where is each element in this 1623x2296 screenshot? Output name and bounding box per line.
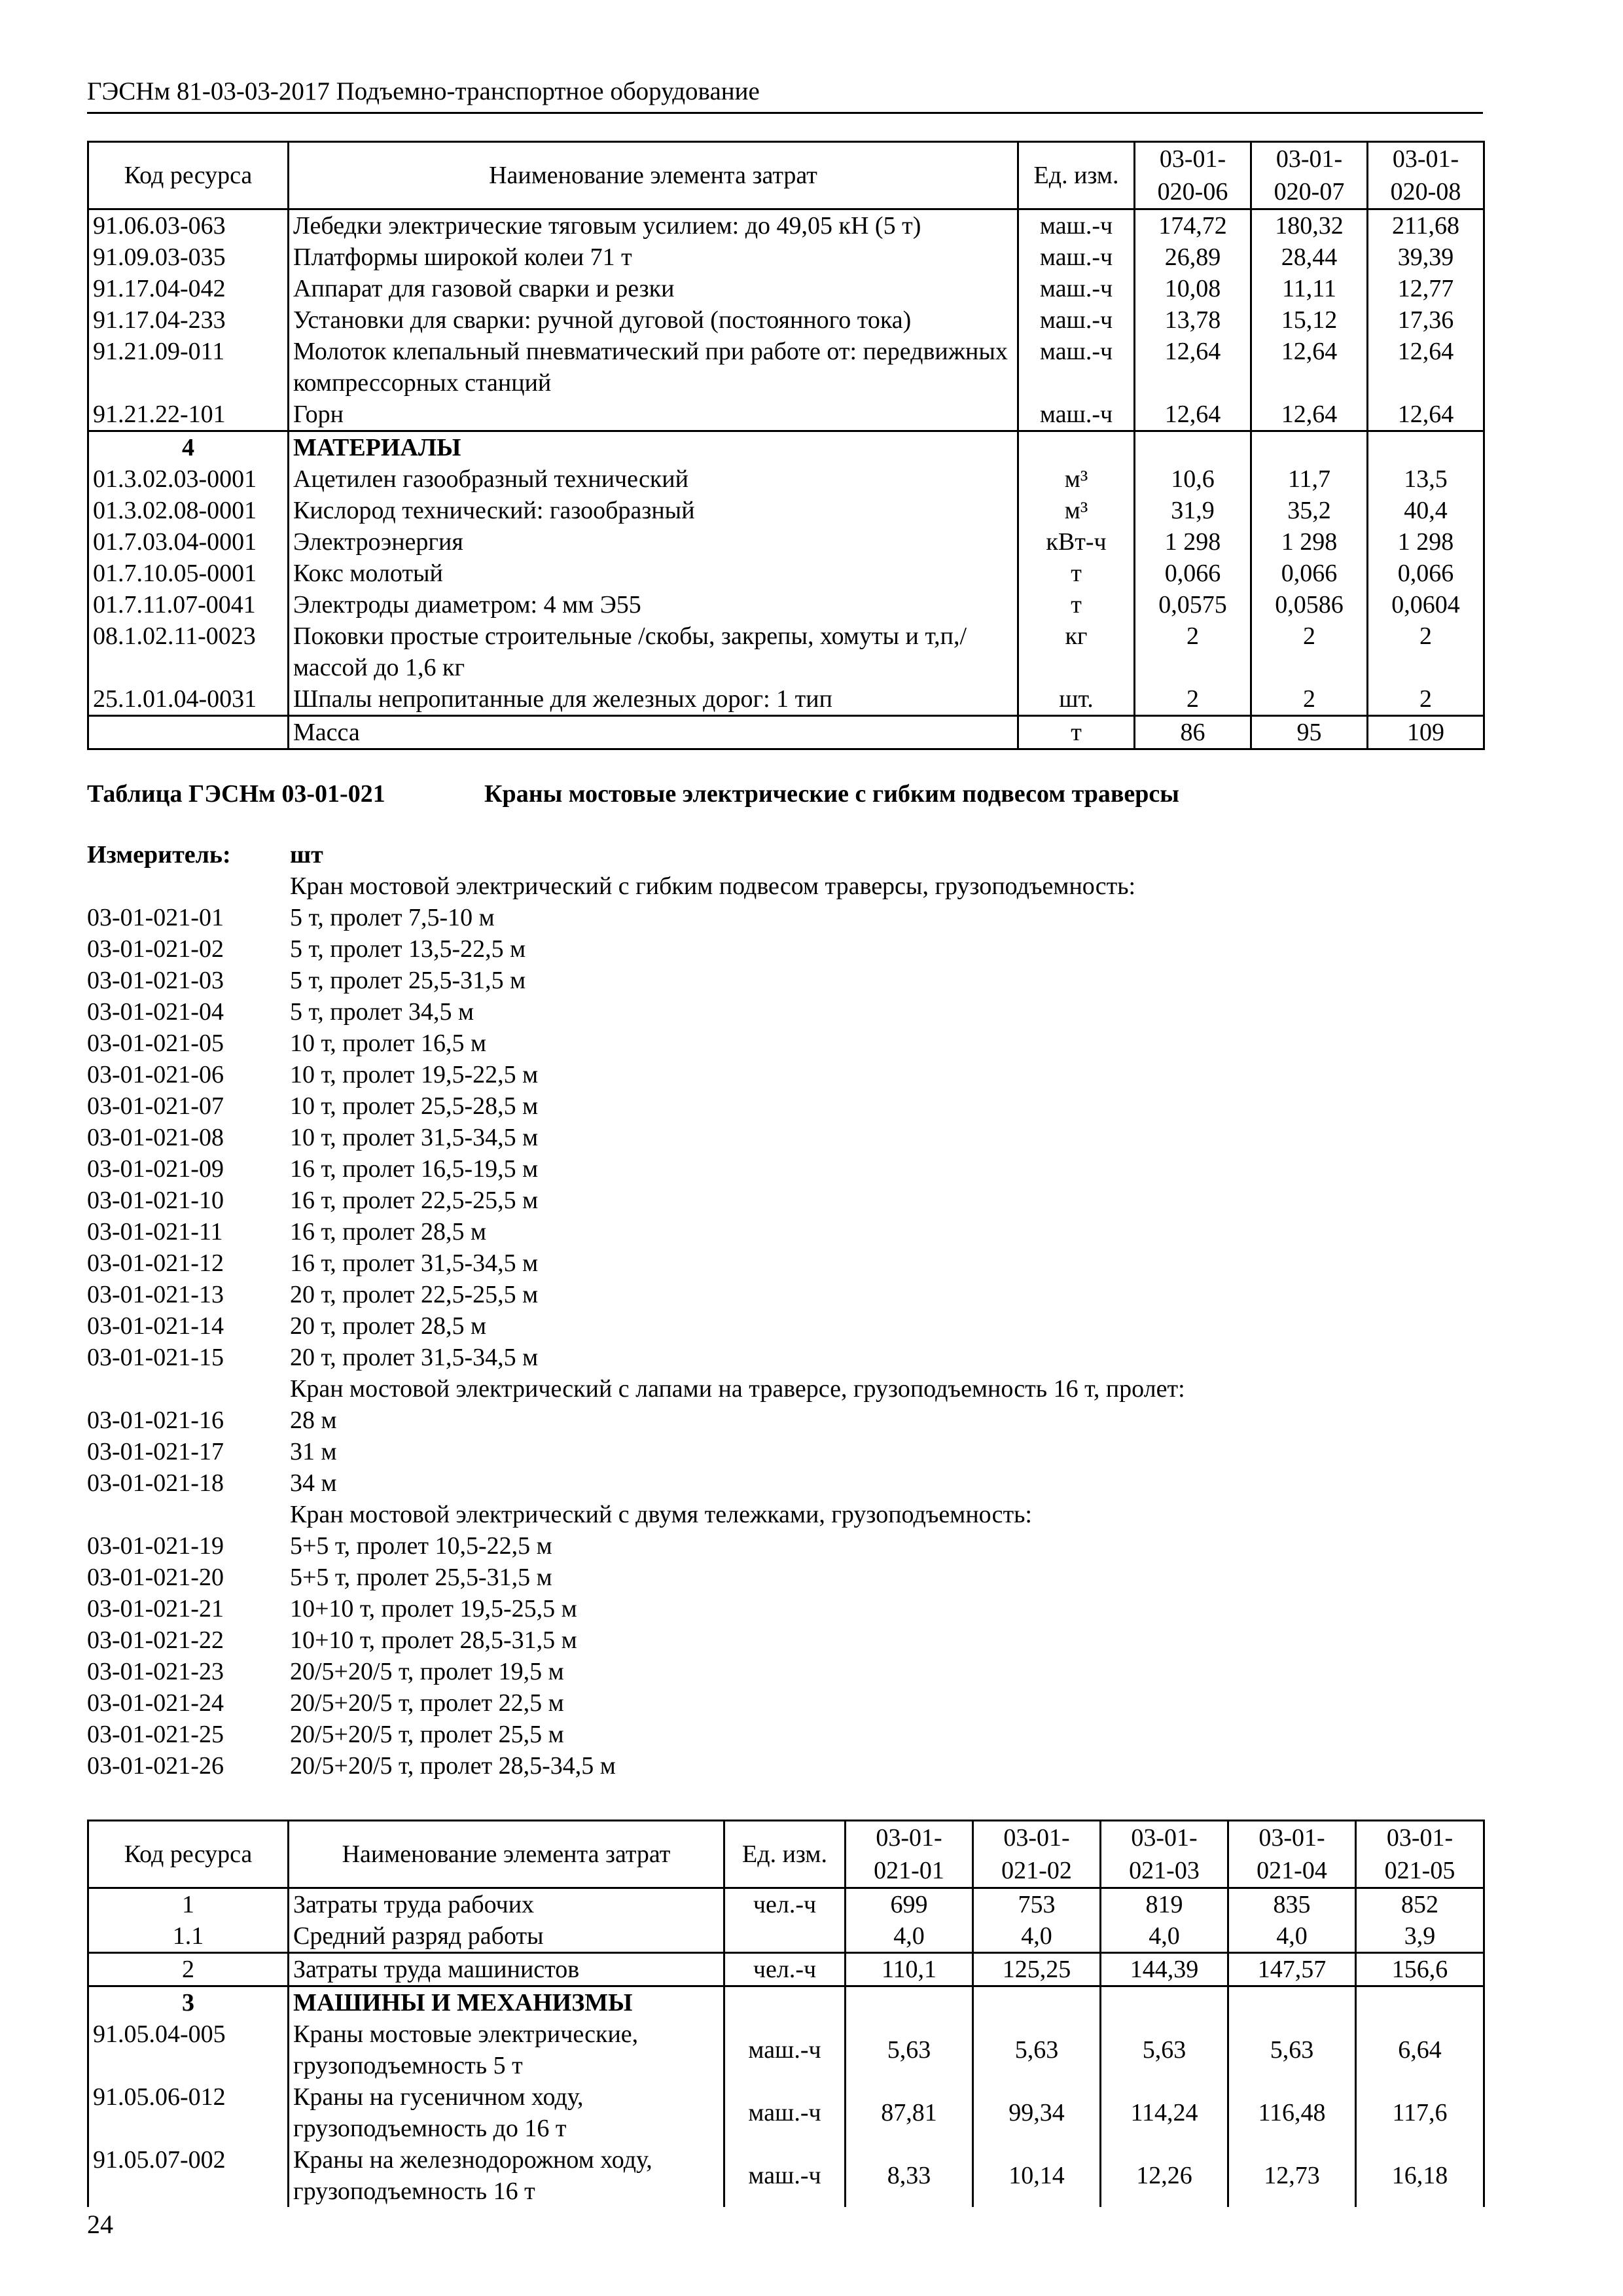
measure-item-code: 03-01-021-11 — [87, 1218, 223, 1246]
page-number: 24 — [87, 2210, 113, 2239]
measure-item-text: 5 т, пролет 25,5-31,5 м — [290, 967, 526, 994]
col-header-020-08: 03-01-020-08 — [1368, 142, 1484, 209]
col-header-021-02: 03-01-021-02 — [973, 1821, 1101, 1888]
measure-item-text: 20 т, пролет 31,5-34,5 м — [290, 1344, 539, 1371]
col-header-code: Код ресурса — [88, 142, 289, 209]
measure-item-code: 03-01-021-01 — [87, 904, 224, 931]
measure-item-code: 03-01-021-19 — [87, 1532, 224, 1560]
col-header-020-07: 03-01-020-07 — [1251, 142, 1368, 209]
measure-item-code: 03-01-021-20 — [87, 1564, 224, 1591]
measure-item-code: 03-01-021-21 — [87, 1595, 224, 1623]
measure-item — [87, 1310, 1185, 1342]
measure-item-text: 20/5+20/5 т, пролет 28,5-34,5 м — [290, 1752, 616, 1780]
caption-title: Краны мостовые электрические с гибким подвесом траверсы — [484, 780, 1179, 808]
measure-item-text: 10+10 т, пролет 28,5-31,5 м — [290, 1626, 577, 1654]
measure-item-code: 03-01-021-13 — [87, 1281, 224, 1308]
measure-item-text: 10 т, пролет 31,5-34,5 м — [290, 1124, 539, 1151]
measure-item-text: 16 т, пролет 31,5-34,5 м — [290, 1249, 539, 1277]
table-row: 91.17.04-233 Установки для сварки: ручной дуговой (постоянного тока) маш.-ч 13,78 15,12 17,36 — [88, 304, 1484, 336]
table-row: 2 Затраты труда машинистов чел.-ч 110,1 125,25 144,39 147,57 156,6 — [88, 1953, 1484, 1986]
table-row: 01.7.11.07-0041 Электроды диаметром: 4 мм Э55 т 0,0575 0,0586 0,0604 — [88, 589, 1484, 620]
measure-item — [87, 965, 1185, 996]
measure-item-text: 20/5+20/5 т, пролет 19,5 м — [290, 1658, 564, 1685]
col-header-020-06: 03-01-020-06 — [1135, 142, 1251, 209]
measure-item — [87, 1593, 1185, 1624]
table-row: 01.7.10.05-0001 Кокс молотый т 0,066 0,066 0,066 — [88, 558, 1484, 589]
measure-item-code: 03-01-021-15 — [87, 1344, 224, 1371]
measure-item-text: Кран мостовой электрический с лапами на траверсе, грузоподъемность 16 т, пролет: — [290, 1375, 1185, 1403]
table-row: 91.05.07-002 Краны на железнодорожном ходу, грузоподъемность 16 т маш.-ч 8,33 10,14 12,26 12,73 16,18 — [88, 2144, 1484, 2207]
measure-item-code: 03-01-021-02 — [87, 935, 224, 963]
measure-item — [87, 1185, 1185, 1216]
measure-item — [87, 1059, 1185, 1090]
measure-item-text: 20/5+20/5 т, пролет 22,5 м — [290, 1689, 564, 1717]
measure-item-code — [87, 1373, 290, 1405]
measure-item — [87, 1090, 1185, 1122]
measure-item-text: 5 т, пролет 34,5 м — [290, 998, 474, 1026]
measure-item-code: 03-01-021-22 — [87, 1626, 224, 1654]
col-header-021-04: 03-01-021-04 — [1228, 1821, 1356, 1888]
table-row: 91.21.22-101 Горн маш.-ч 12,64 12,64 12,64 — [88, 399, 1484, 431]
measure-item — [87, 1467, 1185, 1499]
measure-item-code: 03-01-021-04 — [87, 998, 224, 1026]
measure-item-code: 03-01-021-10 — [87, 1187, 224, 1214]
measure-item-text: 28 м — [290, 1407, 337, 1434]
table2-body — [88, 1888, 1484, 2208]
table-row: 01.3.02.03-0001 Ацетилен газообразный технический м³ 10,6 11,7 13,5 — [88, 463, 1484, 495]
measure-item-code: 03-01-021-09 — [87, 1155, 224, 1183]
measure-item-code: 03-01-021-23 — [87, 1658, 224, 1685]
measure-item — [87, 1687, 1185, 1719]
measure-item-text: 16 т, пролет 28,5 м — [290, 1218, 487, 1246]
table-row: 1.1 Средний разряд работы 4,0 4,0 4,0 4,0 3,9 — [88, 1920, 1484, 1953]
measure-item — [87, 1719, 1185, 1750]
col-header-code: Код ресурса — [88, 1821, 289, 1888]
measure-item — [87, 1122, 1185, 1153]
measure-item-text: 20 т, пролет 28,5 м — [290, 1312, 487, 1340]
table-row: 08.1.02.11-0023 Поковки простые строительные /скобы, закрепы, хомуты и т,п,/ массой до 1,6 кг кг 2 2 2 — [88, 620, 1484, 683]
measure-group-heading — [87, 1499, 1185, 1530]
measure-item-text: 31 м — [290, 1438, 337, 1465]
measure-group-heading — [87, 1373, 1185, 1405]
table-row: 91.05.04-005 Краны мостовые электрические, грузоподъемность 5 т маш.-ч 5,63 5,63 5,63 5,63 6,64 — [88, 2018, 1484, 2081]
measure-item — [87, 1279, 1185, 1310]
measure-item — [87, 1216, 1185, 1247]
measure-item-text: 10 т, пролет 25,5-28,5 м — [290, 1092, 539, 1120]
measure-item-code: 03-01-021-18 — [87, 1469, 224, 1497]
measure-item-text: Кран мостовой электрический с гибким подвесом траверсы, грузоподъемность: — [290, 872, 1136, 900]
measure-item-text: 10+10 т, пролет 19,5-25,5 м — [290, 1595, 577, 1623]
table-row: 91.09.03-035 Платформы широкой колеи 71 т маш.-ч 26,89 28,44 39,39 — [88, 242, 1484, 273]
caption-label: Таблица ГЭСНм 03-01-021 — [87, 780, 385, 808]
measure-item-text: 5 т, пролет 13,5-22,5 м — [290, 935, 526, 963]
measure-item — [87, 1342, 1185, 1373]
measure-item-text: 5 т, пролет 7,5-10 м — [290, 904, 495, 931]
measure-item — [87, 1562, 1185, 1593]
measure-item-code — [87, 1499, 290, 1530]
measure-item — [87, 1530, 1185, 1562]
measure-item — [87, 933, 1185, 965]
measure-item — [87, 1624, 1185, 1656]
measure-item-code: 03-01-021-16 — [87, 1407, 224, 1434]
measure-item — [87, 1028, 1185, 1059]
measure-item-text: 16 т, пролет 22,5-25,5 м — [290, 1187, 539, 1214]
resource-table-021 — [87, 1820, 1485, 2207]
measure-item-code: 03-01-021-25 — [87, 1721, 224, 1748]
measure-item-text: 20/5+20/5 т, пролет 25,5 м — [290, 1721, 564, 1748]
measure-item-code: 03-01-021-17 — [87, 1438, 224, 1465]
table-caption — [87, 778, 1179, 810]
measure-group-heading — [87, 870, 1185, 902]
measure-item-code: 03-01-021-12 — [87, 1249, 224, 1277]
measure-item-code: 03-01-021-26 — [87, 1752, 224, 1780]
measure-item-code: 03-01-021-14 — [87, 1312, 224, 1340]
measure-unit: шт — [290, 841, 323, 869]
col-header-name: Наименование элемента затрат — [289, 142, 1018, 209]
table-header-row — [88, 1821, 1484, 1888]
measure-items — [87, 870, 1185, 1782]
measure-item-code: 03-01-021-05 — [87, 1030, 224, 1057]
table-row: 25.1.01.04-0031 Шпалы непропитанные для железных дорог: 1 тип шт. 2 2 2 — [88, 683, 1484, 716]
measure-item-code — [87, 870, 290, 902]
resource-table-020 — [87, 141, 1485, 750]
measure-item-text: 10 т, пролет 16,5 м — [290, 1030, 487, 1057]
table-row: 91.06.03-063 Лебедки электрические тяговым усилием: до 49,05 кН (5 т) маш.-ч 174,72 180,32 211,68 — [88, 209, 1484, 242]
measure-item-code: 03-01-021-03 — [87, 967, 224, 994]
measure-item-code: 03-01-021-07 — [87, 1092, 224, 1120]
measure-item-code: 03-01-021-08 — [87, 1124, 224, 1151]
mass-row: Масса т 86 95 109 — [88, 716, 1484, 749]
table-row: 91.21.09-011 Молоток клепальный пневматический при работе от: передвижных компрессорных станций маш.-ч 12,64 12,64 12,64 — [88, 336, 1484, 399]
measure-label: Измеритель: — [87, 841, 231, 869]
measure-item-text: 34 м — [290, 1469, 337, 1497]
col-header-021-05: 03-01-021-05 — [1356, 1821, 1484, 1888]
measure-item — [87, 1405, 1185, 1436]
measure-unit-row — [87, 839, 1185, 870]
measure-item-text: 5+5 т, пролет 25,5-31,5 м — [290, 1564, 552, 1591]
measure-item-text: 16 т, пролет 16,5-19,5 м — [290, 1155, 539, 1183]
measure-item-text: Кран мостовой электрический с двумя тележками, грузоподъемность: — [290, 1501, 1032, 1528]
measure-item — [87, 996, 1185, 1028]
col-header-unit: Ед. изм. — [1018, 142, 1135, 209]
measure-list — [87, 839, 1185, 1782]
measure-item-text: 10 т, пролет 19,5-22,5 м — [290, 1061, 539, 1088]
col-header-name: Наименование элемента затрат — [289, 1821, 724, 1888]
col-header-021-01: 03-01-021-01 — [846, 1821, 973, 1888]
measure-item-code: 03-01-021-06 — [87, 1061, 224, 1088]
col-header-unit: Ед. изм. — [724, 1821, 846, 1888]
table-row: 01.3.02.08-0001 Кислород технический: газообразный м³ 31,9 35,2 40,4 — [88, 495, 1484, 526]
measure-item-text: 5+5 т, пролет 10,5-22,5 м — [290, 1532, 552, 1560]
measure-item — [87, 1436, 1185, 1467]
measure-item — [87, 902, 1185, 933]
table-header-row — [88, 142, 1484, 209]
table-row: 91.17.04-042 Аппарат для газовой сварки и резки маш.-ч 10,08 11,11 12,77 — [88, 273, 1484, 304]
col-header-021-03: 03-01-021-03 — [1101, 1821, 1228, 1888]
section-row-machines: 3 МАШИНЫ И МЕХАНИЗМЫ — [88, 1986, 1484, 2019]
page-header — [87, 75, 1483, 114]
table-row: 91.05.06-012 Краны на гусеничном ходу, грузоподъемность до 16 т маш.-ч 87,81 99,34 114,24 116,48 117,6 — [88, 2081, 1484, 2144]
table-row: 1 Затраты труда рабочих чел.-ч 699 753 819 835 852 — [88, 1888, 1484, 1921]
measure-item-code: 03-01-021-24 — [87, 1689, 224, 1717]
header-title: ГЭСНм 81-03-03-2017 Подъемно-транспортное оборудование — [87, 77, 760, 105]
measure-item — [87, 1247, 1185, 1279]
measure-item-text: 20 т, пролет 22,5-25,5 м — [290, 1281, 539, 1308]
table-row: 01.7.03.04-0001 Электроэнергия кВт-ч 1 298 1 298 1 298 — [88, 526, 1484, 558]
measure-item — [87, 1656, 1185, 1687]
section-row-materials: 4 МАТЕРИАЛЫ — [88, 431, 1484, 464]
measure-item — [87, 1153, 1185, 1185]
measure-item — [87, 1750, 1185, 1782]
